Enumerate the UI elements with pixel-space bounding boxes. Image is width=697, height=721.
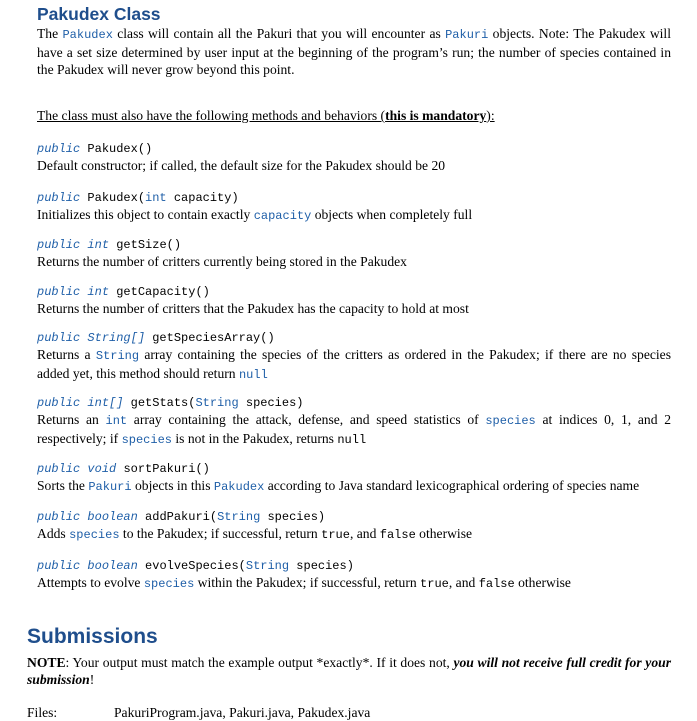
- method-constructor-default: [37, 141, 671, 174]
- method-signature: public Pakudex(): [37, 142, 153, 156]
- section-title-pakudex-class: Pakudex Class: [37, 4, 161, 24]
- method-description: Returns a String array containing the species of the critters as ordered in the Pakudex; if there are no species added yet, this method should return null: [37, 347, 671, 382]
- method-sortpakuri: [37, 461, 671, 496]
- methods-heading: The class must also have the following methods and behaviors (this is mandatory):: [37, 108, 495, 123]
- method-signature: public String[] getSpeciesArray(): [37, 331, 275, 345]
- method-description: Returns the number of critters that the Pakudex has the capacity to hold at most: [37, 301, 469, 316]
- method-description: Initializes this object to contain exactly capacity objects when completely full: [37, 207, 473, 223]
- files-label: Files:: [27, 705, 58, 720]
- method-signature: public boolean addPakuri(String species): [37, 510, 326, 524]
- method-constructor-capacity: [37, 190, 671, 225]
- files-list: PakuriProgram.java, Pakuri.java, Pakudex.java: [114, 705, 371, 720]
- submissions-note: NOTE: Your output must match the example output *exactly*. If it does not, you will not receive full credit for your submission!: [27, 655, 671, 687]
- method-description: Adds species to the Pakudex; if successful, return true, and false otherwise: [37, 526, 473, 542]
- method-description: Returns the number of critters currently being stored in the Pakudex: [37, 254, 407, 269]
- method-signature: public int getSize(): [37, 238, 182, 252]
- method-signature: public boolean evolveSpecies(String species): [37, 559, 354, 573]
- intro-paragraph: The Pakudex class will contain all the Pakuri that you will encounter as Pakuri objects. Note: The Pakudex will have a set size determined by user input at the beginning of the program’s run; the number of species contained in the Pakudex will never grow beyond this point.: [37, 26, 671, 77]
- method-signature: public int getCapacity(): [37, 285, 210, 299]
- method-signature: public Pakudex(int capacity): [37, 191, 239, 205]
- method-addpakuri: [37, 509, 671, 544]
- method-description: Returns an int array containing the attack, defense, and speed statistics of species at indices 0, 1, and 2 respectively; if species is not in the Pakudex, returns null: [37, 412, 671, 447]
- method-description: Sorts the Pakuri objects in this Pakudex according to Java standard lexicographical ordering of species name: [37, 478, 640, 494]
- method-getspeciesarray: [37, 330, 671, 384]
- method-evolvespecies: [37, 558, 671, 593]
- files-row: [27, 704, 371, 721]
- method-description: Attempts to evolve species within the Pakudex; if successful, return true, and false otherwise: [37, 575, 571, 591]
- method-getstats: [37, 395, 671, 449]
- method-description: Default constructor; if called, the default size for the Pakudex should be 20: [37, 158, 446, 173]
- method-signature: public int[] getStats(String species): [37, 396, 304, 410]
- method-getsize: [37, 237, 671, 270]
- section-title-submissions: Submissions: [27, 625, 158, 648]
- method-signature: public void sortPakuri(): [37, 462, 210, 476]
- method-getcapacity: [37, 284, 671, 317]
